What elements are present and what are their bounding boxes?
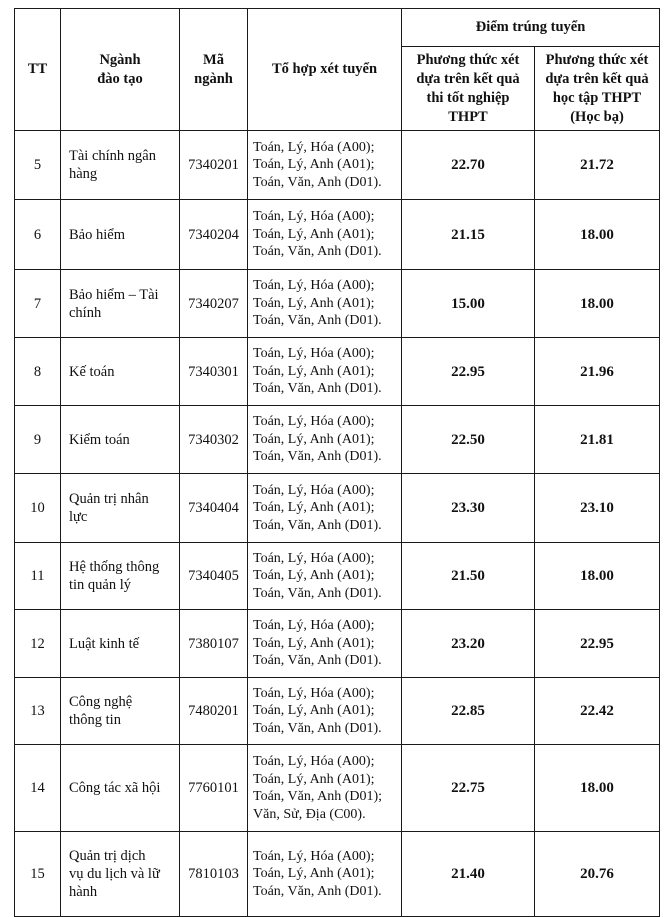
table-row (15, 131, 660, 200)
row-number: 7 (15, 270, 61, 338)
score-hocba: 22.95 (535, 610, 660, 678)
header-diem-trung-tuyen: Điểm trúng tuyển (402, 9, 660, 47)
major-code: 7760101 (180, 745, 248, 832)
subject-combinations (248, 200, 402, 270)
row-number: 8 (15, 338, 61, 406)
subject-combinations (248, 474, 402, 543)
table-row (15, 270, 660, 338)
subject-combination: Toán, Lý, Hóa (A00); (253, 346, 375, 362)
row-number: 15 (15, 832, 61, 917)
subject-combination: Toán, Lý, Anh (A01); (253, 363, 375, 379)
major-name: Quản trị nhân lực (61, 474, 180, 543)
table-row (15, 474, 660, 543)
subject-combinations (248, 543, 402, 610)
major-name: Kiểm toán (61, 406, 180, 474)
score-thpt: 21.15 (402, 200, 535, 270)
score-thpt: 21.40 (402, 832, 535, 917)
table-row (15, 338, 660, 406)
subject-combination: Toán, Văn, Anh (D01). (253, 883, 382, 899)
major-name: Quản trị dịch vụ du lịch và lữ hành (61, 832, 180, 917)
subject-combination: Toán, Văn, Anh (D01). (253, 244, 382, 260)
subject-combination: Toán, Lý, Hóa (A00); (253, 482, 375, 498)
major-code: 7340201 (180, 131, 248, 200)
score-thpt: 21.50 (402, 543, 535, 610)
score-hocba: 21.96 (535, 338, 660, 406)
subject-combination: Toán, Lý, Hóa (A00); (253, 414, 375, 430)
score-thpt: 22.95 (402, 338, 535, 406)
subject-combination: Toán, Lý, Hóa (A00); (253, 685, 375, 701)
subject-combination: Toán, Văn, Anh (D01). (253, 174, 382, 190)
table-row (15, 610, 660, 678)
subject-combination: Toán, Lý, Hóa (A00); (253, 209, 375, 225)
table-body (15, 131, 660, 917)
header-pt-hocba-text: Phương thức xét dựa trên kết quả học tập THPT (Học bạ) (545, 51, 649, 125)
score-hocba: 18.00 (535, 270, 660, 338)
table-row (15, 678, 660, 745)
row-number: 11 (15, 543, 61, 610)
subject-combinations (248, 338, 402, 406)
major-name: Hệ thống thông tin quản lý (61, 543, 180, 610)
major-name: Tài chính ngân hàng (61, 131, 180, 200)
subject-combination: Toán, Văn, Anh (D01); (253, 789, 383, 804)
subject-combination: Toán, Văn, Anh (D01). (253, 720, 382, 736)
header-nganh-text: Ngành đào tạo (97, 51, 143, 87)
subject-combinations (248, 406, 402, 474)
major-name: Bảo hiểm (61, 200, 180, 270)
subject-combination: Toán, Lý, Anh (A01); (253, 568, 375, 584)
subject-combinations (248, 678, 402, 745)
score-hocba: 23.10 (535, 474, 660, 543)
subject-combination: Toán, Văn, Anh (D01). (253, 449, 382, 465)
major-code: 7340207 (180, 270, 248, 338)
subject-combination: Toán, Văn, Anh (D01). (253, 653, 382, 669)
major-name: Luật kinh tế (61, 610, 180, 678)
subject-combination: Toán, Lý, Anh (A01); (253, 635, 375, 651)
major-code: 7480201 (180, 678, 248, 745)
major-code: 7340405 (180, 543, 248, 610)
header-pt-hocba (535, 47, 660, 131)
subject-combination: Toán, Lý, Anh (A01); (253, 703, 375, 719)
subject-combination: Toán, Văn, Anh (D01). (253, 381, 382, 397)
header-ma-nganh-text: Mã ngành (194, 51, 233, 87)
subject-combination: Toán, Lý, Anh (A01); (253, 866, 375, 882)
row-number: 12 (15, 610, 61, 678)
subject-combination: Toán, Lý, Anh (A01); (253, 431, 375, 447)
subject-combination: Toán, Lý, Anh (A01); (253, 500, 375, 516)
subject-combination: Toán, Lý, Hóa (A00); (253, 754, 375, 769)
admission-scores-table (14, 8, 660, 917)
subject-combination: Toán, Lý, Anh (A01); (253, 157, 375, 173)
subject-combination: Toán, Lý, Anh (A01); (253, 226, 375, 242)
header-tt: TT (15, 9, 61, 131)
subject-combination: Toán, Lý, Hóa (A00); (253, 848, 375, 864)
subject-combinations (248, 832, 402, 917)
subject-combinations (248, 131, 402, 200)
major-name: Kế toán (61, 338, 180, 406)
subject-combination: Toán, Văn, Anh (D01). (253, 313, 382, 329)
subject-combination: Toán, Lý, Anh (A01); (253, 771, 375, 787)
subject-combination: Toán, Văn, Anh (D01). (253, 517, 382, 533)
header-pt-thpt (402, 47, 535, 131)
major-code: 7340301 (180, 338, 248, 406)
score-thpt: 23.30 (402, 474, 535, 543)
score-thpt: 22.70 (402, 131, 535, 200)
score-hocba: 21.81 (535, 406, 660, 474)
major-code: 7810103 (180, 832, 248, 917)
score-thpt: 23.20 (402, 610, 535, 678)
score-hocba: 21.72 (535, 131, 660, 200)
header-nganh (61, 9, 180, 131)
table-row (15, 406, 660, 474)
row-number: 6 (15, 200, 61, 270)
subject-combinations (248, 270, 402, 338)
major-name: Bảo hiểm – Tài chính (61, 270, 180, 338)
header-ma-nganh (180, 9, 248, 131)
major-code: 7340204 (180, 200, 248, 270)
table-row (15, 543, 660, 610)
row-number: 10 (15, 474, 61, 543)
major-name: Công tác xã hội (61, 745, 180, 832)
row-number: 5 (15, 131, 61, 200)
score-thpt: 22.50 (402, 406, 535, 474)
score-hocba: 18.00 (535, 200, 660, 270)
header-pt-thpt-text: Phương thức xét dựa trên kết quả thi tốt nghiệp THPT (416, 51, 520, 125)
score-thpt: 22.75 (402, 745, 535, 832)
major-code: 7340404 (180, 474, 248, 543)
score-hocba: 20.76 (535, 832, 660, 917)
score-thpt: 22.85 (402, 678, 535, 745)
table-row (15, 745, 660, 832)
subject-combination: Văn, Sử, Địa (C00). (253, 806, 366, 822)
subject-combination: Toán, Lý, Hóa (A00); (253, 278, 375, 294)
major-name: Công nghệ thông tin (61, 678, 180, 745)
subject-combination: Toán, Lý, Hóa (A00); (253, 139, 375, 155)
score-thpt: 15.00 (402, 270, 535, 338)
header-to-hop: Tổ hợp xét tuyển (248, 9, 402, 131)
score-hocba: 22.42 (535, 678, 660, 745)
row-number: 9 (15, 406, 61, 474)
score-hocba: 18.00 (535, 543, 660, 610)
table-header (15, 9, 660, 131)
subject-combination: Toán, Lý, Hóa (A00); (253, 618, 375, 634)
table-row (15, 832, 660, 917)
row-number: 13 (15, 678, 61, 745)
major-code: 7340302 (180, 406, 248, 474)
subject-combination: Toán, Lý, Hóa (A00); (253, 550, 375, 566)
score-hocba: 18.00 (535, 745, 660, 832)
major-code: 7380107 (180, 610, 248, 678)
subject-combinations (248, 745, 402, 832)
subject-combinations (248, 610, 402, 678)
table-row (15, 200, 660, 270)
row-number: 14 (15, 745, 61, 832)
subject-combination: Toán, Văn, Anh (D01). (253, 585, 382, 601)
subject-combination: Toán, Lý, Anh (A01); (253, 295, 375, 311)
